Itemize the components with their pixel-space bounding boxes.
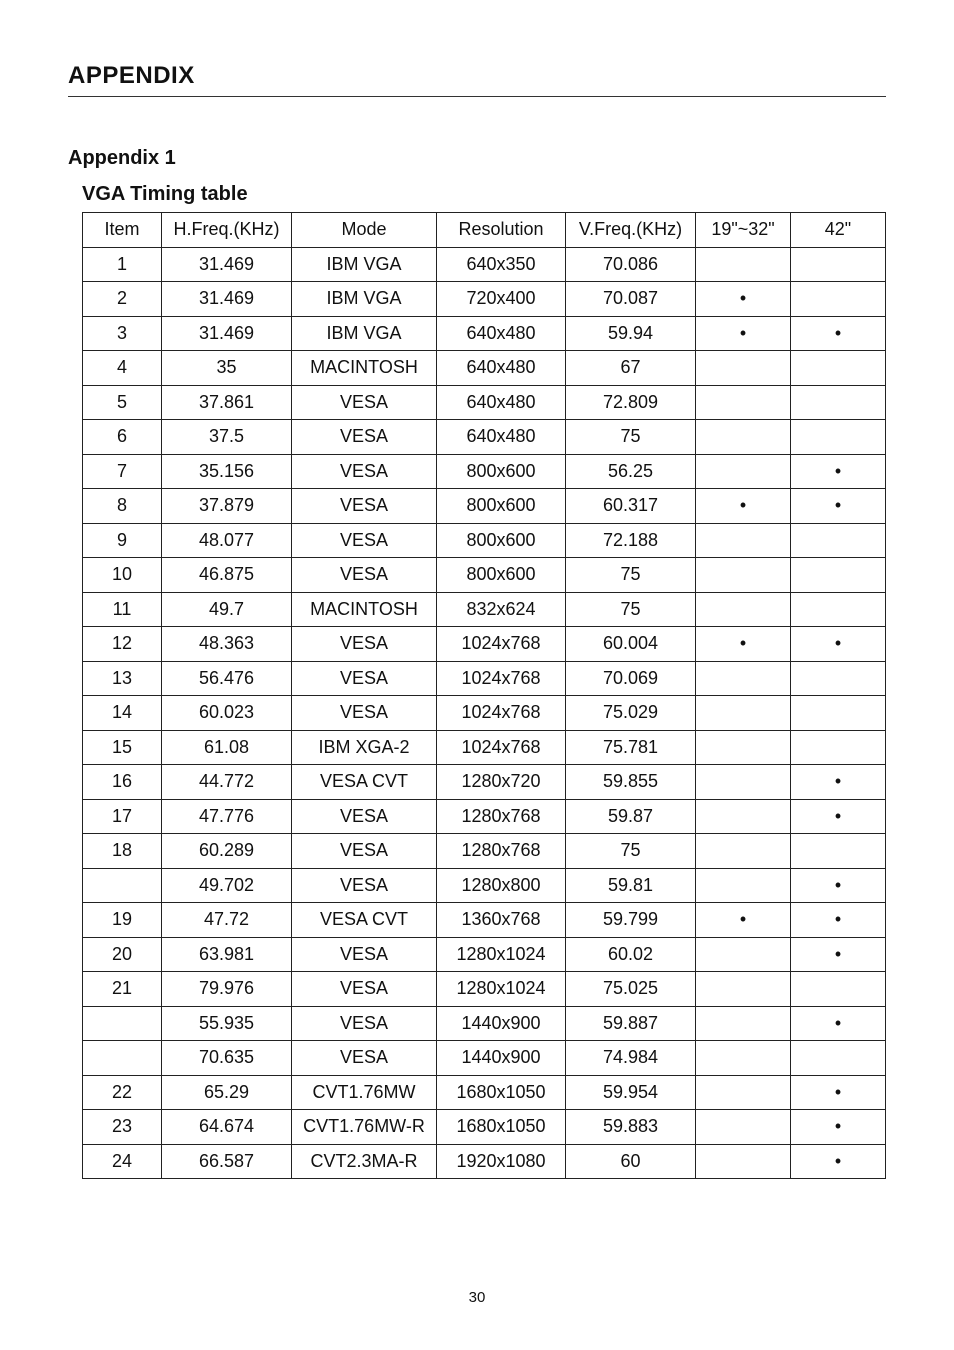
- support-19-32-cell: [696, 592, 791, 627]
- resolution-cell: 1680x1050: [437, 1110, 566, 1145]
- hfreq-cell: 60.023: [162, 696, 292, 731]
- resolution-cell: 640x350: [437, 247, 566, 282]
- support-42-cell: [791, 351, 886, 386]
- support-42-cell: •: [791, 316, 886, 351]
- vfreq-cell: 75: [566, 592, 696, 627]
- vfreq-cell: 75: [566, 558, 696, 593]
- support-19-32-cell: •: [696, 903, 791, 938]
- resolution-cell: 800x600: [437, 489, 566, 524]
- support-42-cell: •: [791, 799, 886, 834]
- resolution-cell: 1280x720: [437, 765, 566, 800]
- vfreq-cell: 60.02: [566, 937, 696, 972]
- table-row: [83, 903, 886, 938]
- hfreq-cell: 55.935: [162, 1006, 292, 1041]
- support-19-32-cell: [696, 868, 791, 903]
- support-19-32-cell: [696, 765, 791, 800]
- support-19-32-cell: [696, 937, 791, 972]
- table-row: [83, 834, 886, 869]
- table-row: [83, 696, 886, 731]
- hfreq-cell: 49.7: [162, 592, 292, 627]
- table-row: [83, 799, 886, 834]
- item-cell: 21: [83, 972, 162, 1007]
- mode-cell: VESA: [292, 1006, 437, 1041]
- item-cell: 9: [83, 523, 162, 558]
- resolution-cell: 1024x768: [437, 696, 566, 731]
- support-42-cell: [791, 385, 886, 420]
- resolution-cell: 640x480: [437, 385, 566, 420]
- item-cell: 4: [83, 351, 162, 386]
- table-row: [83, 592, 886, 627]
- section-title: Appendix 1: [68, 147, 176, 169]
- hfreq-cell: 46.875: [162, 558, 292, 593]
- hfreq-cell: 37.879: [162, 489, 292, 524]
- table-row: [83, 1041, 886, 1076]
- mode-cell: IBM VGA: [292, 316, 437, 351]
- vfreq-cell: 59.883: [566, 1110, 696, 1145]
- support-42-cell: •: [791, 1006, 886, 1041]
- table-row: [83, 351, 886, 386]
- item-cell: 22: [83, 1075, 162, 1110]
- table-row: [83, 1144, 886, 1179]
- table-row: [83, 523, 886, 558]
- column-header-42: 42": [791, 213, 886, 248]
- mode-cell: VESA: [292, 868, 437, 903]
- support-19-32-cell: •: [696, 627, 791, 662]
- resolution-cell: 1680x1050: [437, 1075, 566, 1110]
- support-19-32-cell: [696, 799, 791, 834]
- resolution-cell: 1280x768: [437, 799, 566, 834]
- hfreq-cell: 70.635: [162, 1041, 292, 1076]
- hfreq-cell: 31.469: [162, 316, 292, 351]
- vfreq-cell: 60.004: [566, 627, 696, 662]
- resolution-cell: 1280x1024: [437, 937, 566, 972]
- support-42-cell: •: [791, 903, 886, 938]
- mode-cell: VESA: [292, 661, 437, 696]
- support-42-cell: •: [791, 937, 886, 972]
- column-header-vfreq: V.Freq.(KHz): [566, 213, 696, 248]
- item-cell: 17: [83, 799, 162, 834]
- item-cell: 3: [83, 316, 162, 351]
- vfreq-cell: 72.188: [566, 523, 696, 558]
- resolution-cell: 640x480: [437, 316, 566, 351]
- item-cell: 20: [83, 937, 162, 972]
- table-row: [83, 765, 886, 800]
- resolution-cell: 1280x768: [437, 834, 566, 869]
- hfreq-cell: 31.469: [162, 247, 292, 282]
- mode-cell: VESA: [292, 799, 437, 834]
- vfreq-cell: 60.317: [566, 489, 696, 524]
- support-42-cell: [791, 523, 886, 558]
- support-42-cell: •: [791, 1075, 886, 1110]
- support-19-32-cell: [696, 661, 791, 696]
- support-42-cell: •: [791, 1110, 886, 1145]
- mode-cell: IBM VGA: [292, 282, 437, 317]
- hfreq-cell: 66.587: [162, 1144, 292, 1179]
- table-row: [83, 454, 886, 489]
- item-cell: 5: [83, 385, 162, 420]
- support-19-32-cell: [696, 523, 791, 558]
- vfreq-cell: 59.81: [566, 868, 696, 903]
- resolution-cell: 1360x768: [437, 903, 566, 938]
- hfreq-cell: 48.363: [162, 627, 292, 662]
- item-cell: 1: [83, 247, 162, 282]
- support-19-32-cell: [696, 972, 791, 1007]
- hfreq-cell: 64.674: [162, 1110, 292, 1145]
- column-header-19-32: 19"~32": [696, 213, 791, 248]
- item-cell: 8: [83, 489, 162, 524]
- resolution-cell: 1024x768: [437, 627, 566, 662]
- support-42-cell: [791, 558, 886, 593]
- support-42-cell: [791, 420, 886, 455]
- table-row: [83, 627, 886, 662]
- resolution-cell: 800x600: [437, 523, 566, 558]
- mode-cell: CVT1.76MW: [292, 1075, 437, 1110]
- mode-cell: VESA: [292, 937, 437, 972]
- support-19-32-cell: [696, 696, 791, 731]
- mode-cell: VESA: [292, 696, 437, 731]
- column-header-mode: Mode: [292, 213, 437, 248]
- item-cell: 2: [83, 282, 162, 317]
- table-row: [83, 420, 886, 455]
- support-19-32-cell: [696, 247, 791, 282]
- table-row: [83, 661, 886, 696]
- support-42-cell: [791, 834, 886, 869]
- vfreq-cell: 60: [566, 1144, 696, 1179]
- column-header-item: Item: [83, 213, 162, 248]
- table-row: [83, 316, 886, 351]
- hfreq-cell: 35.156: [162, 454, 292, 489]
- support-19-32-cell: •: [696, 316, 791, 351]
- mode-cell: MACINTOSH: [292, 351, 437, 386]
- mode-cell: VESA: [292, 1041, 437, 1076]
- mode-cell: VESA CVT: [292, 765, 437, 800]
- mode-cell: VESA: [292, 454, 437, 489]
- resolution-cell: 1440x900: [437, 1041, 566, 1076]
- mode-cell: VESA: [292, 834, 437, 869]
- item-cell: 16: [83, 765, 162, 800]
- resolution-cell: 1280x800: [437, 868, 566, 903]
- vfreq-cell: 72.809: [566, 385, 696, 420]
- item-cell: 12: [83, 627, 162, 662]
- support-42-cell: •: [791, 765, 886, 800]
- vfreq-cell: 75.029: [566, 696, 696, 731]
- support-19-32-cell: [696, 1110, 791, 1145]
- support-42-cell: [791, 247, 886, 282]
- heading-divider: [68, 96, 886, 97]
- vfreq-cell: 59.954: [566, 1075, 696, 1110]
- resolution-cell: 1440x900: [437, 1006, 566, 1041]
- support-19-32-cell: •: [696, 282, 791, 317]
- vfreq-cell: 67: [566, 351, 696, 386]
- resolution-cell: 1280x1024: [437, 972, 566, 1007]
- vfreq-cell: 59.799: [566, 903, 696, 938]
- table-row: [83, 972, 886, 1007]
- support-42-cell: [791, 661, 886, 696]
- table-row: [83, 558, 886, 593]
- hfreq-cell: 47.776: [162, 799, 292, 834]
- item-cell: 23: [83, 1110, 162, 1145]
- table-row: [83, 868, 886, 903]
- mode-cell: VESA: [292, 523, 437, 558]
- vfreq-cell: 70.087: [566, 282, 696, 317]
- support-19-32-cell: [696, 1075, 791, 1110]
- hfreq-cell: 65.29: [162, 1075, 292, 1110]
- item-cell: 6: [83, 420, 162, 455]
- page-heading: APPENDIX: [68, 62, 195, 89]
- table-row: [83, 489, 886, 524]
- table-row: [83, 730, 886, 765]
- mode-cell: CVT2.3MA-R: [292, 1144, 437, 1179]
- mode-cell: IBM XGA-2: [292, 730, 437, 765]
- support-42-cell: [791, 282, 886, 317]
- item-cell: 7: [83, 454, 162, 489]
- resolution-cell: 640x480: [437, 420, 566, 455]
- item-cell: 10: [83, 558, 162, 593]
- item-cell: 15: [83, 730, 162, 765]
- item-cell: [83, 1006, 162, 1041]
- vfreq-cell: 59.887: [566, 1006, 696, 1041]
- support-42-cell: [791, 972, 886, 1007]
- support-19-32-cell: [696, 351, 791, 386]
- support-42-cell: [791, 696, 886, 731]
- hfreq-cell: 31.469: [162, 282, 292, 317]
- mode-cell: VESA: [292, 385, 437, 420]
- hfreq-cell: 37.5: [162, 420, 292, 455]
- vfreq-cell: 75.025: [566, 972, 696, 1007]
- item-cell: 14: [83, 696, 162, 731]
- table-row: [83, 1110, 886, 1145]
- resolution-cell: 800x600: [437, 558, 566, 593]
- resolution-cell: 1920x1080: [437, 1144, 566, 1179]
- mode-cell: VESA: [292, 972, 437, 1007]
- hfreq-cell: 56.476: [162, 661, 292, 696]
- hfreq-cell: 37.861: [162, 385, 292, 420]
- item-cell: 24: [83, 1144, 162, 1179]
- vfreq-cell: 75.781: [566, 730, 696, 765]
- mode-cell: MACINTOSH: [292, 592, 437, 627]
- support-19-32-cell: [696, 558, 791, 593]
- vfreq-cell: 70.069: [566, 661, 696, 696]
- mode-cell: VESA: [292, 420, 437, 455]
- vfreq-cell: 70.086: [566, 247, 696, 282]
- column-header-resolution: Resolution: [437, 213, 566, 248]
- item-cell: 13: [83, 661, 162, 696]
- table-body: [83, 247, 886, 1179]
- table-title: VGA Timing table: [82, 183, 248, 205]
- hfreq-cell: 35: [162, 351, 292, 386]
- vfreq-cell: 75: [566, 420, 696, 455]
- vga-timing-table: [82, 212, 886, 1179]
- support-19-32-cell: [696, 420, 791, 455]
- support-19-32-cell: [696, 730, 791, 765]
- resolution-cell: 640x480: [437, 351, 566, 386]
- vfreq-cell: 59.94: [566, 316, 696, 351]
- page-number: 30: [468, 1289, 486, 1306]
- column-header-hfreq: H.Freq.(KHz): [162, 213, 292, 248]
- hfreq-cell: 60.289: [162, 834, 292, 869]
- vfreq-cell: 59.87: [566, 799, 696, 834]
- table-row: [83, 937, 886, 972]
- support-19-32-cell: •: [696, 489, 791, 524]
- table-row: [83, 1075, 886, 1110]
- item-cell: 18: [83, 834, 162, 869]
- hfreq-cell: 63.981: [162, 937, 292, 972]
- item-cell: 11: [83, 592, 162, 627]
- hfreq-cell: 61.08: [162, 730, 292, 765]
- hfreq-cell: 44.772: [162, 765, 292, 800]
- hfreq-cell: 47.72: [162, 903, 292, 938]
- support-19-32-cell: [696, 834, 791, 869]
- support-19-32-cell: [696, 454, 791, 489]
- support-42-cell: [791, 592, 886, 627]
- support-42-cell: •: [791, 1144, 886, 1179]
- table-row: [83, 247, 886, 282]
- support-42-cell: •: [791, 868, 886, 903]
- item-cell: [83, 868, 162, 903]
- support-19-32-cell: [696, 1144, 791, 1179]
- vfreq-cell: 75: [566, 834, 696, 869]
- mode-cell: VESA CVT: [292, 903, 437, 938]
- support-42-cell: [791, 730, 886, 765]
- resolution-cell: 800x600: [437, 454, 566, 489]
- support-19-32-cell: [696, 1041, 791, 1076]
- mode-cell: VESA: [292, 558, 437, 593]
- support-19-32-cell: [696, 1006, 791, 1041]
- hfreq-cell: 79.976: [162, 972, 292, 1007]
- mode-cell: CVT1.76MW-R: [292, 1110, 437, 1145]
- item-cell: [83, 1041, 162, 1076]
- support-42-cell: •: [791, 454, 886, 489]
- support-42-cell: •: [791, 627, 886, 662]
- hfreq-cell: 49.702: [162, 868, 292, 903]
- vfreq-cell: 56.25: [566, 454, 696, 489]
- resolution-cell: 720x400: [437, 282, 566, 317]
- vfreq-cell: 59.855: [566, 765, 696, 800]
- vfreq-cell: 74.984: [566, 1041, 696, 1076]
- hfreq-cell: 48.077: [162, 523, 292, 558]
- mode-cell: VESA: [292, 627, 437, 662]
- table-row: [83, 282, 886, 317]
- mode-cell: IBM VGA: [292, 247, 437, 282]
- resolution-cell: 1024x768: [437, 661, 566, 696]
- table-header-row: [83, 213, 886, 248]
- mode-cell: VESA: [292, 489, 437, 524]
- table-row: [83, 1006, 886, 1041]
- support-42-cell: •: [791, 489, 886, 524]
- resolution-cell: 832x624: [437, 592, 566, 627]
- support-42-cell: [791, 1041, 886, 1076]
- resolution-cell: 1024x768: [437, 730, 566, 765]
- item-cell: 19: [83, 903, 162, 938]
- table-row: [83, 385, 886, 420]
- support-19-32-cell: [696, 385, 791, 420]
